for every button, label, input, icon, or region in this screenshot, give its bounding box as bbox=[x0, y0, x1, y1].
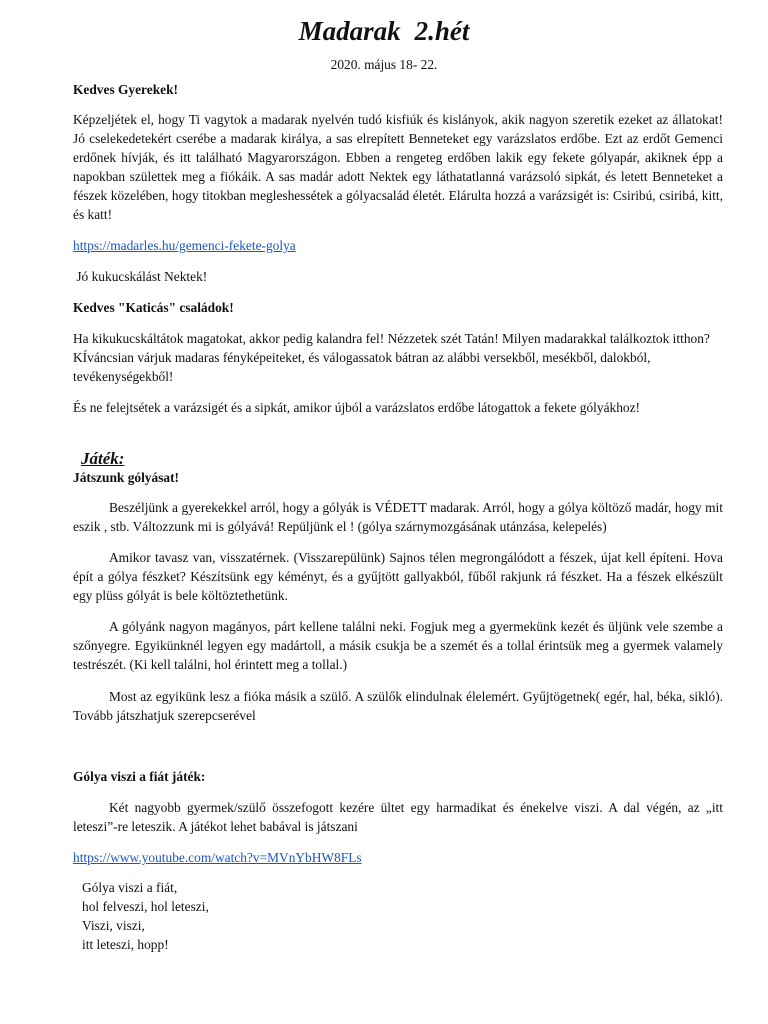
second-game-paragraph: Két nagyobb gyermek/szülő összefogott kezére ültet egy harmadikat és énekelve viszi. A dal végén, az „itt leteszi”-re leteszik. A játékot lehet babával is játszani bbox=[73, 800, 723, 834]
game-subheading: Játszunk gólyásat! bbox=[73, 470, 180, 485]
second-game-heading: Gólya viszi a fiát játék: bbox=[73, 769, 206, 784]
madarles-link[interactable]: https://madarles.hu/gemenci-fekete-golya bbox=[73, 238, 296, 253]
lyric-line: itt leteszi, hopp! bbox=[82, 937, 169, 952]
game-section-heading: Játék: bbox=[81, 449, 125, 468]
song-lyrics bbox=[82, 878, 209, 954]
date-line: 2020. május 18- 22. bbox=[330, 57, 438, 72]
game-paragraph-4: Most az egyikünk lesz a fióka másik a szülő. A szülők elindulnak élelemért. Gyűjtögetnek( egér, hal, béka, sikló). Tovább játszhatjuk szerepcserével bbox=[73, 689, 723, 723]
page-title bbox=[0, 14, 768, 48]
lyric-line: Viszi, viszi, bbox=[82, 918, 145, 933]
title-word-1: Madarak bbox=[298, 16, 401, 46]
game-paragraph-2: Amikor tavasz van, visszatérnek. (Visszarepülünk) Sajnos télen megrongálódott a fészek, újat kell építeni. Hova épít a gólya fészket? Készítsünk egy kéményt, és a gyűjtött gallyakból, fűből rakjunk rá fészket. Ha a fészek elkészült egy plüss gólyát is bele költöztethetünk. bbox=[73, 550, 723, 603]
families-paragraph-1: Ha kikukucskáltátok magatokat, akkor pedig kalandra fel! Nézzetek szét Tatán! Milyen madarakkal találkoztok itthon? KÍváncsian várjuk madaras fényképeiteket, és válogassatok bátran az alábbi versekből, mesékből, dalokból, tevékenységekből! bbox=[73, 331, 710, 384]
families-greeting: Kedves "Katicás" családok! bbox=[73, 300, 234, 315]
intro-paragraph: Képzeljétek el, hogy Ti vagytok a madarak nyelvén tudó kisfiúk és kislányok, akik nagyon szeretik ezeket az állatokat! Jó cselekedetekért cserébe a madarak királya, a sas elrepített Benneteket egy varázslatos erdőbe. Ezt az erdőt Gemenci erdőnek hívják, és itt található Magyarországon. Ebben a rengeteg erdőben lakik egy fekete gólyapár, akiknek épp a napokban születtek meg a fiókáik. A sas madár adott Nektek egy láthatatlanná varázsoló sipkát, és letett Benneteket a fészek közelében, hogy titokban megleshessétek a gólyacsalád életét. Elárulta hozzá a varázsigét is: Csiribú, csiribá, kitt, és katt! bbox=[73, 112, 723, 222]
youtube-link[interactable]: https://www.youtube.com/watch?v=MVnYbHW8FLs bbox=[73, 850, 362, 865]
lyric-line: hol felveszi, hol leteszi, bbox=[82, 899, 209, 914]
intro-greeting: Kedves Gyerekek! bbox=[73, 82, 178, 97]
game-paragraph-3: A gólyánk nagyon magányos, párt kellene találni neki. Fogjuk meg a gyermekünk kezét és üljünk vele szembe a szőnyegre. Egyikünknél legyen egy madártoll, a másik csukja be a szemét és a tollal érintsük meg a gyermek valamely testrészét. (Ki kell találni, hol érintett meg a tollal.) bbox=[73, 619, 723, 672]
intro-wish: Jó kukucskálást Nektek! bbox=[73, 269, 208, 284]
lyric-line: Gólya viszi a fiát, bbox=[82, 880, 178, 895]
game-paragraph-1: Beszéljünk a gyerekekkel arról, hogy a gólyák is VÉDETT madarak. Arról, hogy a gólya költöző madár, hogy mit eszik , stb. Változzunk mi is gólyává! Repüljünk el ! (gólya szárnymozgásának utánzása, kelepelés) bbox=[73, 500, 723, 534]
families-paragraph-2: És ne felejtsétek a varázsigét és a sipkát, amikor újból a varázslatos erdőbe látogattok a fekete gólyákhoz! bbox=[73, 400, 641, 415]
title-word-2: 2.hét bbox=[414, 16, 470, 46]
